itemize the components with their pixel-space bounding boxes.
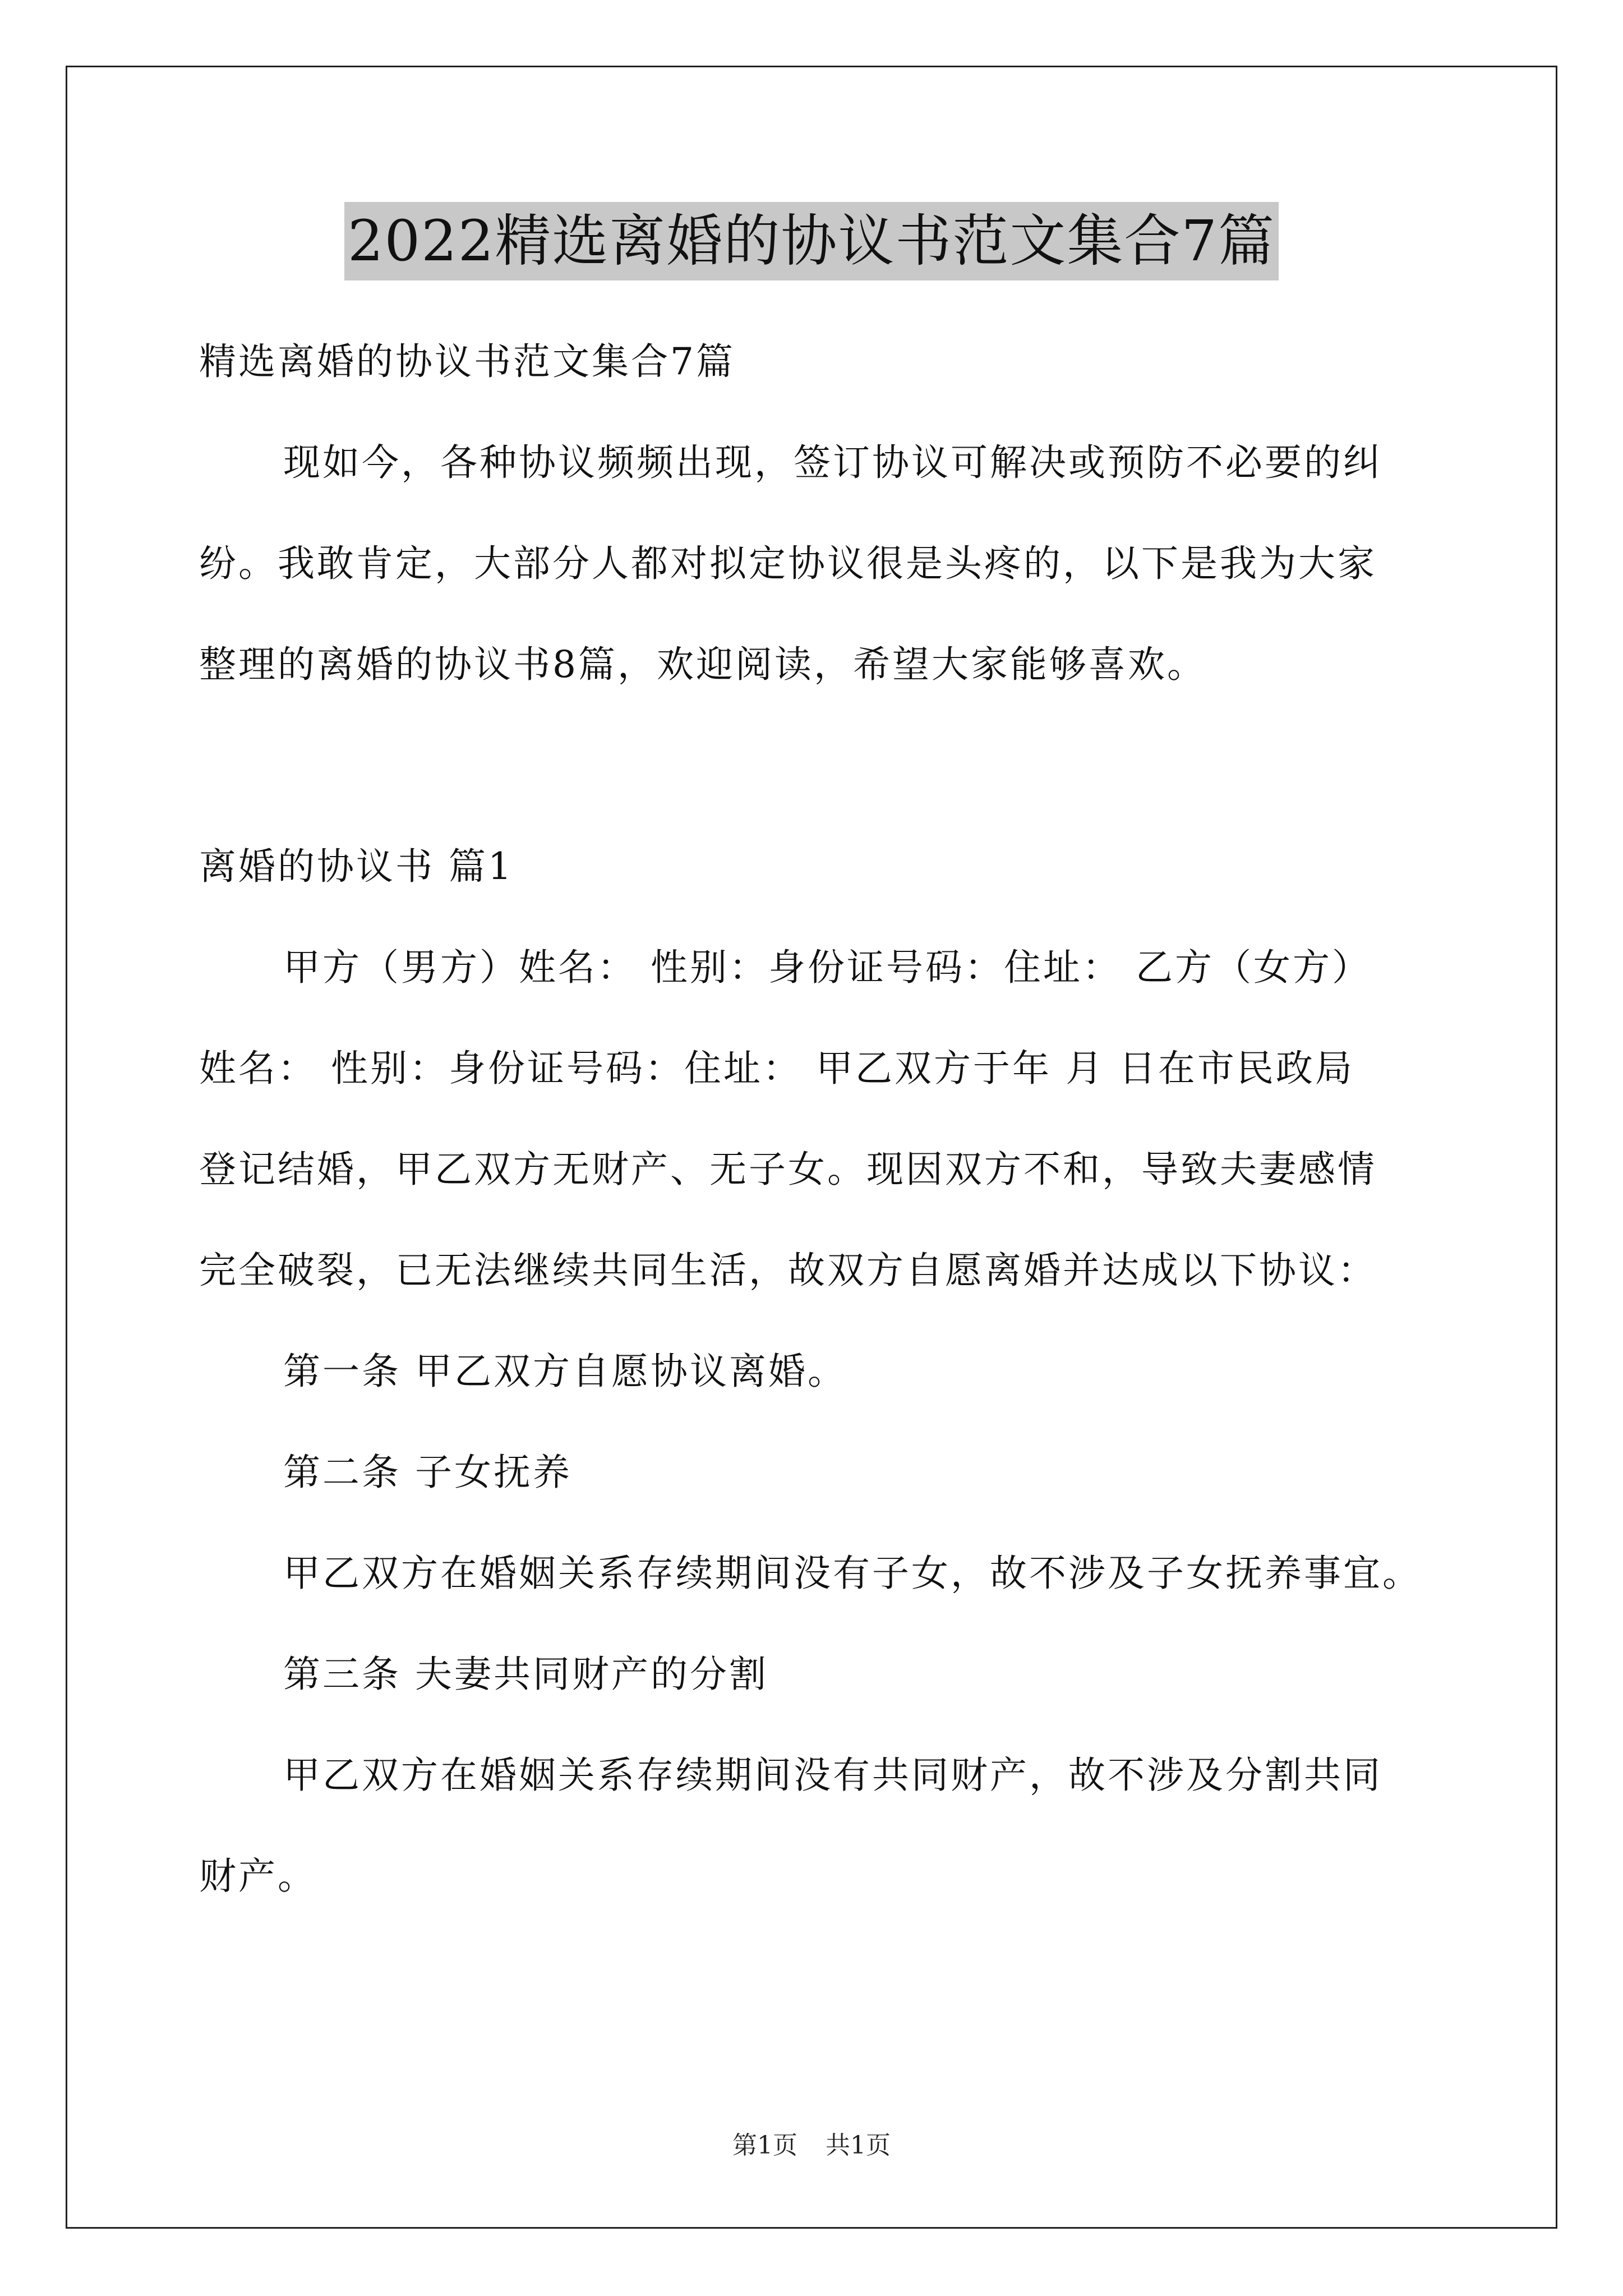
article-1: 第一条 甲乙双方自愿协议离婚。 [283,1350,847,1393]
intro-line-1: 现如今，各种协议频频出现，签订协议可解决或预防不必要的纠 [283,441,1382,484]
page-number-current: 第1页 [732,2131,797,2160]
title-wrap [0,202,1623,280]
party-info-line-4: 完全破裂，已无法继续共同生活，故双方自愿离婚并达成以下协议： [199,1249,1377,1292]
page-number-total: 共1页 [826,2131,891,2160]
document-body [199,311,1433,1927]
section-heading: 离婚的协议书 篇1 [199,845,514,888]
intro-line-3: 整理的离婚的协议书8篇，欢迎阅读，希望大家能够喜欢。 [199,643,1206,686]
party-info-line-3: 登记结婚，甲乙双方无财产、无子女。现因双方不和，导致夫妻感情 [199,1148,1377,1191]
page-footer [0,2129,1623,2162]
subtitle-line: 精选离婚的协议书范文集合7篇 [199,340,735,383]
article-3-body-line-2: 财产。 [199,1855,317,1898]
party-info-line-2: 姓名： 性别：身份证号码：住址： 甲乙双方于年 月 日在市民政局 [199,1047,1354,1090]
section-gap [199,715,1433,816]
party-info-line-1: 甲方（男方）姓名： 性别：身份证号码：住址： 乙方（女方） [283,946,1371,989]
article-3-body-line-1: 甲乙双方在婚姻关系存续期间没有共同财产，故不涉及分割共同 [283,1754,1382,1797]
intro-line-2: 纷。我敢肯定，大部分人都对拟定协议很是头疼的，以下是我为大家 [199,542,1377,585]
article-2-body: 甲乙双方在婚姻关系存续期间没有子女，故不涉及子女抚养事宜。 [283,1552,1422,1595]
article-2-heading: 第二条 子女抚养 [283,1451,572,1494]
document-title: 2022精选离婚的协议书范文集合7篇 [344,202,1279,280]
article-3-heading: 第三条 夫妻共同财产的分割 [283,1653,768,1696]
